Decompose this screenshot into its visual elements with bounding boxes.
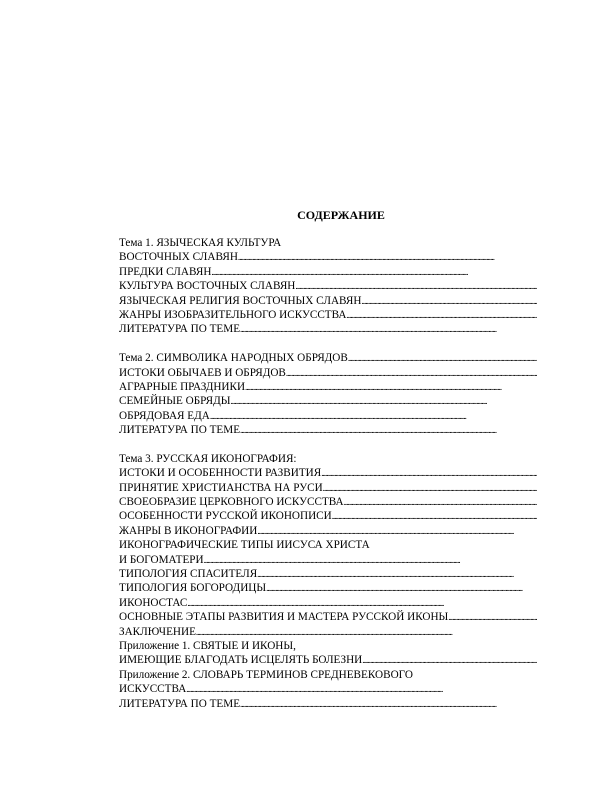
toc-entry[interactable] [119,596,537,610]
toc-entry-label: ЗАКЛЮЧЕНИЕ [119,625,196,638]
toc-entry-label: ОСОБЕННОСТИ РУССКОЙ ИКОНОПИСИ [119,510,332,523]
toc-entry-label: АГРАРНЫЕ ПРАЗДНИКИ [119,380,246,393]
toc-entry-label: ТИПОЛОГИЯ СПАСИТЕЛЯ [119,567,258,580]
toc-entry-label: Тема 2. СИМВОЛИКА НАРОДНЫХ ОБРЯДОВ [119,352,348,365]
toc-entry[interactable] [119,697,537,711]
toc-entry[interactable] [119,610,537,624]
toc-entry[interactable] [119,538,537,552]
section-spacer [119,337,537,351]
toc-entry-label: ЖАНРЫ ИЗОБРАЗИТЕЛЬНОГО ИСКУССТВА [119,308,347,321]
toc-entry[interactable] [119,322,537,336]
toc-entry[interactable] [119,452,537,466]
toc-entry-label: ИКОНОГРАФИЧЕСКИЕ ТИПЫ ИИСУСА ХРИСТА [119,539,370,552]
toc-entry-label: Приложение 1. СВЯТЫЕ И ИКОНЫ, [119,639,296,652]
toc-entry-label: И БОГОМАТЕРИ [119,553,204,566]
toc-entry[interactable] [119,524,537,538]
toc-entry[interactable] [119,351,537,365]
toc-entry[interactable] [119,639,537,653]
toc-entry-label: ИСТОКИ И ОСОБЕННОСТИ РАЗВИТИЯ [119,467,322,480]
toc-entry[interactable] [119,668,537,682]
toc-entry[interactable] [119,366,537,380]
toc-entry-label: ИМЕЮЩИЕ БЛАГОДАТЬ ИСЦЕЛЯТЬ БОЛЕЗНИ [119,654,363,667]
toc-entry-label: ОСНОВНЫЕ ЭТАПЫ РАЗВИТИЯ И МАСТЕРА РУССКОЙ ИКОНЫ [119,611,449,624]
toc-entry[interactable] [119,423,537,437]
toc-entry[interactable] [119,625,537,639]
toc-entry[interactable] [119,308,537,322]
toc-entry-label: ЛИТЕРАТУРА ПО ТЕМЕ [119,424,241,437]
toc-entry[interactable] [119,294,537,308]
toc-entry-label: Тема 3. РУССКАЯ ИКОНОГРАФИЯ: [119,452,297,465]
toc-title: СОДЕРЖАНИЕ [297,208,385,222]
toc-entry[interactable] [119,653,537,667]
toc-entry[interactable] [119,466,537,480]
toc-entry[interactable] [119,265,537,279]
toc-entry[interactable] [119,409,537,423]
toc-entry[interactable] [119,682,537,696]
toc-entry-label: ИСТОКИ ОБЫЧАЕВ И ОБРЯДОВ [119,366,286,379]
toc-entry[interactable] [119,581,537,595]
toc-entry-label: ОБРЯДОВАЯ ЕДА [119,409,210,422]
toc-entry-label: Тема 1. ЯЗЫЧЕСКАЯ КУЛЬТУРА [119,237,282,249]
toc-entry[interactable] [119,236,537,250]
toc-entry[interactable] [119,394,537,408]
toc-entry[interactable] [119,380,537,394]
toc-entry[interactable] [119,553,537,567]
toc-entry-label: ТИПОЛОГИЯ БОГОРОДИЦЫ [119,582,267,595]
toc-entry-label: СВОЕОБРАЗИЕ ЦЕРКОВНОГО ИСКУССТВА [119,496,344,509]
toc-entry[interactable] [119,279,537,293]
toc-entry-label: ИКОНОСТАС [119,596,188,609]
toc-entry-label: ЛИТЕРАТУРА ПО ТЕМЕ [119,697,241,710]
toc-entry-label: ПРЕДКИ СЛАВЯН [119,265,212,278]
toc-entry-label: ВОСТОЧНЫХ СЛАВЯН [119,251,238,264]
table-of-contents [119,236,537,711]
toc-entry-label: ЖАНРЫ В ИКОНОГРАФИИ [119,524,258,537]
toc-entry-label: СЕМЕЙНЫЕ ОБРЯДЫ [119,395,231,408]
toc-entry-label: ПРИНЯТИЕ ХРИСТИАНСТВА НА РУСИ [119,481,323,494]
toc-entry[interactable] [119,250,537,264]
toc-entry-label: КУЛЬТУРА ВОСТОЧНЫХ СЛАВЯН [119,280,296,293]
toc-entry[interactable] [119,495,537,509]
section-spacer [119,437,537,451]
toc-entry-label: ИСКУССТВА [119,683,187,696]
toc-entry[interactable] [119,481,537,495]
toc-entry-label: ЛИТЕРАТУРА ПО ТЕМЕ [119,323,241,336]
toc-entry-label: ЯЗЫЧЕСКАЯ РЕЛИГИЯ ВОСТОЧНЫХ СЛАВЯН [119,294,362,307]
toc-entry[interactable] [119,567,537,581]
toc-entry[interactable] [119,509,537,523]
toc-entry-label: Приложение 2. СЛОВАРЬ ТЕРМИНОВ СРЕДНЕВЕКОВОГО [119,668,413,681]
